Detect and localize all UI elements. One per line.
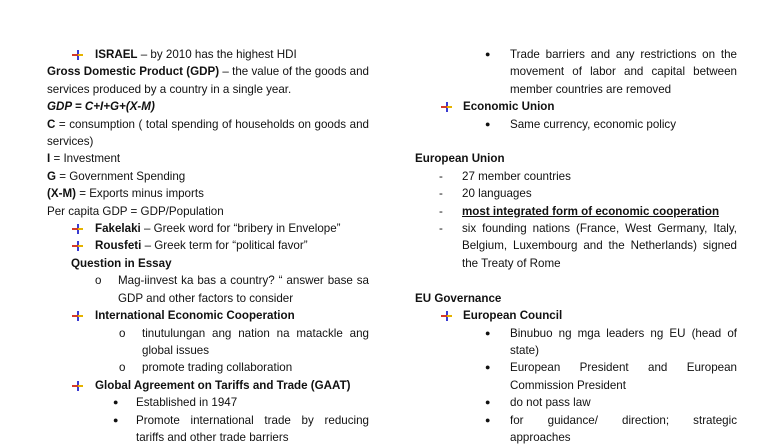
bullet-marker: ● (113, 397, 119, 408)
council-item: ● for guidance/ direction; strategic approaches (485, 413, 737, 444)
trade-barriers-item: ● Trade barriers and any restrictions on the movement of labor and capital between member countries are removed (485, 48, 737, 96)
flag-bullet-icon (72, 381, 83, 391)
dash-marker: - (439, 169, 443, 183)
dash-marker: - (439, 204, 443, 218)
blank-line (415, 272, 737, 289)
question-heading: Question in Essay (71, 256, 172, 270)
flag-bullet-icon (72, 224, 83, 234)
eu-governance-heading: EU Governance (415, 291, 502, 305)
gdp-definition: Gross Domestic Product (GDP) – the value of the goods and services produced by a country in a single year. (47, 65, 369, 96)
european-council-heading-item: European Council (415, 307, 737, 324)
eu-item: - 20 languages (415, 185, 737, 202)
bullet-marker: ● (113, 414, 119, 425)
circle-marker: o (95, 274, 102, 288)
flag-bullet-icon (72, 50, 83, 60)
bullet-marker: ● (485, 327, 491, 338)
council-item: ● do not pass law (415, 394, 737, 411)
circle-marker: o (119, 361, 126, 375)
israel-item: ISRAEL – by 2010 has the highest HDI (47, 46, 369, 63)
right-column (415, 46, 737, 446)
gdp-formula: GDP = C+I+G+(X-M) (47, 100, 155, 114)
government-definition: G = Government Spending (47, 169, 186, 183)
iec-item: o promote trading collaboration (47, 359, 369, 376)
eu-item: - 27 member countries (415, 168, 737, 185)
eu-item: - most integrated form of economic cooperation (415, 203, 737, 220)
economic-union-item: ● Same currency, economic policy (415, 116, 737, 133)
rousfeti-item: Rousfeti – Greek term for “political favor” (47, 237, 369, 254)
iec-item: o tinutulungan ang nation na matackle ang global issues (119, 326, 369, 357)
bullet-marker: ● (485, 118, 491, 129)
bullet-marker: ● (485, 49, 491, 59)
bullet-marker: ● (485, 414, 491, 425)
bullet-marker: ● (485, 362, 491, 373)
consumption-definition: C = consumption ( total spending of households on goods and services) (47, 117, 369, 149)
gatt-heading-item: Global Agreement on Tariffs and Trade (GAAT) (47, 377, 369, 394)
flag-bullet-icon (441, 102, 452, 112)
flag-bullet-icon (441, 311, 452, 321)
net-exports-definition: (X-M) = Exports minus imports (47, 187, 204, 201)
blank-line (415, 133, 737, 150)
flag-bullet-icon (72, 241, 83, 251)
dash-marker: - (439, 187, 443, 201)
dash-marker: - (439, 222, 443, 236)
investment-definition: I = Investment (47, 152, 121, 166)
council-item: ● Binubuo ng mga leaders ng EU (head of state) (485, 326, 737, 357)
circle-marker: o (119, 326, 126, 340)
flag-bullet-icon (72, 311, 83, 321)
gatt-item: ● Established in 1947 (47, 394, 369, 411)
eu-heading: European Union (415, 152, 505, 166)
eu-item: - six founding nations (France, West Germany, Italy, Belgium, Luxembourg and the Netherlands) signed the Treaty of Rome (439, 222, 737, 270)
question-item: o Mag-iinvest ka bas a country? “ answer base sa GDP and other factors to consider (95, 274, 369, 305)
fakelaki-item: Fakelaki – Greek word for “bribery in Envelope” (47, 220, 369, 237)
gatt-item: ● Promote international trade by reducing tariffs and other trade barriers (113, 413, 369, 444)
bullet-marker: ● (485, 397, 491, 408)
left-column (47, 46, 369, 446)
per-capita-gdp: Per capita GDP = GDP/Population (47, 204, 224, 218)
iec-heading-item: International Economic Cooperation (47, 307, 369, 324)
economic-union-heading-item: Economic Union (415, 98, 737, 115)
council-item: ● European President and European Commission President (485, 361, 737, 392)
